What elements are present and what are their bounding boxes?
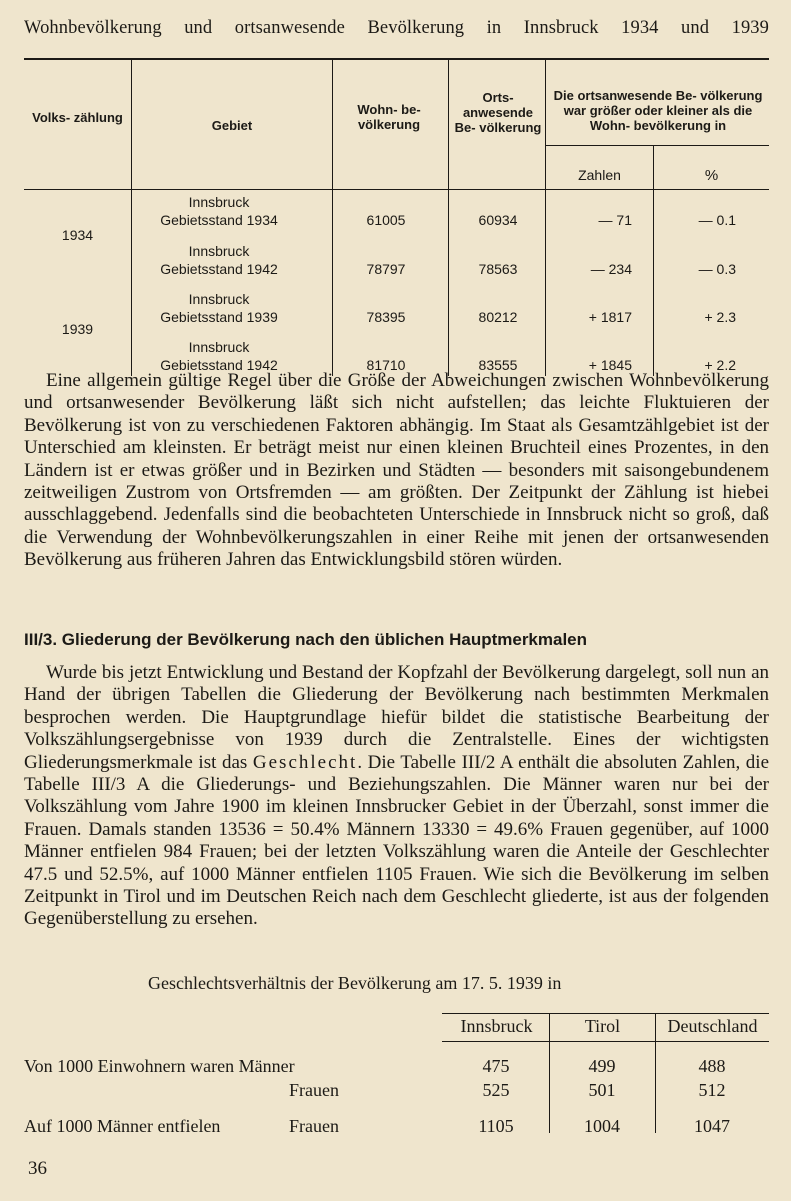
header-differenz: Die ortsanwesende Be- völkerung war größer oder kleiner als die Wohn- bevölkerung in	[553, 88, 763, 133]
year-1939: 1939	[61, 321, 94, 337]
page-number: 36	[28, 1158, 47, 1179]
cell-orts: 80212	[478, 309, 518, 325]
paragraph-gliederung: Wurde bis jetzt Entwicklung und Bestand der Kopfzahl der Bevölkerung dargelegt, soll nun an Hand der übrigen Tabellen die Gliederung der Bevölkerung nach bestimmten Merkmalen besprochen werden. Die Hauptgrundlage hiefür bildet die statistische Bearbeitung der Volkszählungsergebnisse von 1939 durch die Zentralstelle. Eines der wichtigsten Gliederungsmerkmale ist das Geschlecht. Die Tabelle III/2 A enthält die absoluten Zahlen, die Tabelle III/3 A die Gliederungs- und Beziehungszahlen. Die Männer waren nur bei der Volkszählung vom Jahre 1900 im kleinen Innsbrucker Gebiet in der Überzahl, sonst immer die Frauen. Damals standen 13536 = 50.4% Männern 13330 = 49.6% Frauen gegenüber, auf 1000 Männer entfielen 984 Frauen; bei der letzten Volkszählung waren die Anteile der Geschlechter 47.5 und 52.5%, auf 1000 Männer entfielen 1105 Frauen. Wie sich die Bevölkerung im selben Zeitpunkt in Tirol und im Deutschen Reich nach dem Geschlecht gliederte, ist aus der folgenden Gegenüberstellung zu ersehen.	[24, 662, 769, 930]
header-zahlen: Zahlen	[578, 167, 621, 183]
table-row-gebiet: Innsbruck Gebietsstand 1942	[160, 339, 278, 373]
sex-ratio-table	[24, 1013, 769, 1136]
table-row-gebiet: Innsbruck Gebietsstand 1939	[160, 291, 278, 325]
cell-zahlen: — 71	[598, 212, 632, 228]
header-prozent: %	[704, 167, 719, 184]
table-top-rule	[24, 58, 769, 60]
table-header-rule	[24, 189, 769, 190]
cell-frauen-deutschland: 512	[698, 1080, 726, 1100]
column-deutschland: Deutschland	[667, 1016, 758, 1036]
cell-maenner-deutschland: 488	[698, 1056, 726, 1076]
cell-zahlen: + 1817	[588, 309, 632, 325]
header-gebiet: Gebiet	[211, 118, 253, 133]
cell-auf1000-deutschland: 1047	[694, 1116, 730, 1136]
column-divider	[131, 60, 132, 376]
cell-prozent: + 2.3	[704, 309, 736, 325]
cell-auf1000-tirol: 1004	[584, 1116, 620, 1136]
cell-prozent: + 2.2	[704, 357, 736, 373]
subheader-rule	[545, 145, 769, 146]
cell-zahlen: — 234	[590, 261, 632, 277]
cell-prozent: — 0.1	[698, 212, 736, 228]
section-heading: III/3. Gliederung der Bevölkerung nach den üblichen Hauptmerkmalen	[24, 630, 588, 649]
cell-frauen-innsbruck: 525	[482, 1080, 510, 1100]
cell-maenner-innsbruck: 475	[482, 1056, 510, 1076]
cell-orts: 78563	[478, 261, 518, 277]
document-page	[24, 18, 769, 1179]
year-1934: 1934	[61, 227, 94, 243]
cell-frauen-tirol: 501	[588, 1080, 616, 1100]
paragraph-abweichungen: Eine allgemein gültige Regel über die Größe der Abweichungen zwischen Wohnbevölkerung und ortsanwesender Bevölkerung läßt sich nicht aufstellen; das leichte Fluktuieren der Bevölkerung ist von zu verschiedenen Faktoren abhängig. Im Staat als Gesamtzählgebiet ist der Unterschied am kleinsten. Er beträgt meist nur einen kleinen Bruchteil eines Prozentes, in den Ländern ist er etwas größer und in Bezirken und Städten — besonders mit saisongebundenem zeitweiligen Zustrom von Ortsfremden — am größten. Der Zeitpunkt der Zählung ist hiebei ausschlaggebend. Jedenfalls sind die beobachteten Unterschiede in Innsbruck nicht so groß, daß die Verwendung der Wohnbevölkerungszahlen in einer Reihe mit jenen der ortsanwesenden Bevölkerung aus früheren Jahren das Entwicklungsbild stören würden.	[24, 370, 769, 571]
row-label-auf1000-frauen: Frauen	[289, 1116, 339, 1136]
cell-zahlen: + 1845	[588, 357, 632, 373]
cell-auf1000-innsbruck: 1105	[478, 1116, 514, 1136]
table-row-gebiet: Innsbruck Gebietsstand 1942	[160, 243, 278, 277]
table2-top-rule	[442, 1013, 769, 1014]
cell-maenner-tirol: 499	[588, 1056, 616, 1076]
cell-wohn: 81710	[366, 357, 406, 373]
row-label-frauen: Frauen	[289, 1080, 339, 1100]
column-innsbruck: Innsbruck	[460, 1016, 533, 1036]
cell-wohn: 78797	[366, 261, 406, 277]
header-wohnbevoelkerung: Wohn- be- völkerung	[357, 102, 421, 132]
page-title: Wohnbevölkerung und ortsanwesende Bevölkerung in Innsbruck 1934 und 1939	[24, 18, 769, 38]
row-label-auf1000: Auf 1000 Männer entfielen	[24, 1116, 221, 1136]
column-tirol: Tirol	[584, 1016, 621, 1036]
cell-orts: 83555	[478, 357, 518, 373]
table-row-gebiet: Innsbruck Gebietsstand 1934	[160, 194, 278, 228]
header-ortsanwesende: Orts- anwesende Be- völkerung	[454, 90, 542, 135]
row-label-maenner: Von 1000 Einwohnern waren Männer	[24, 1056, 295, 1076]
table2-caption: Geschlechtsverhältnis der Bevölkerung am 17. 5. 1939 in	[148, 973, 562, 993]
cell-orts: 60934	[478, 212, 518, 228]
cell-prozent: — 0.3	[698, 261, 736, 277]
table2-header-rule	[442, 1041, 769, 1042]
column-divider	[332, 60, 333, 376]
cell-wohn: 78395	[366, 309, 406, 325]
population-table	[24, 58, 769, 376]
cell-wohn: 61005	[366, 212, 406, 228]
header-volkszaehlung: Volks- zählung	[32, 110, 123, 125]
